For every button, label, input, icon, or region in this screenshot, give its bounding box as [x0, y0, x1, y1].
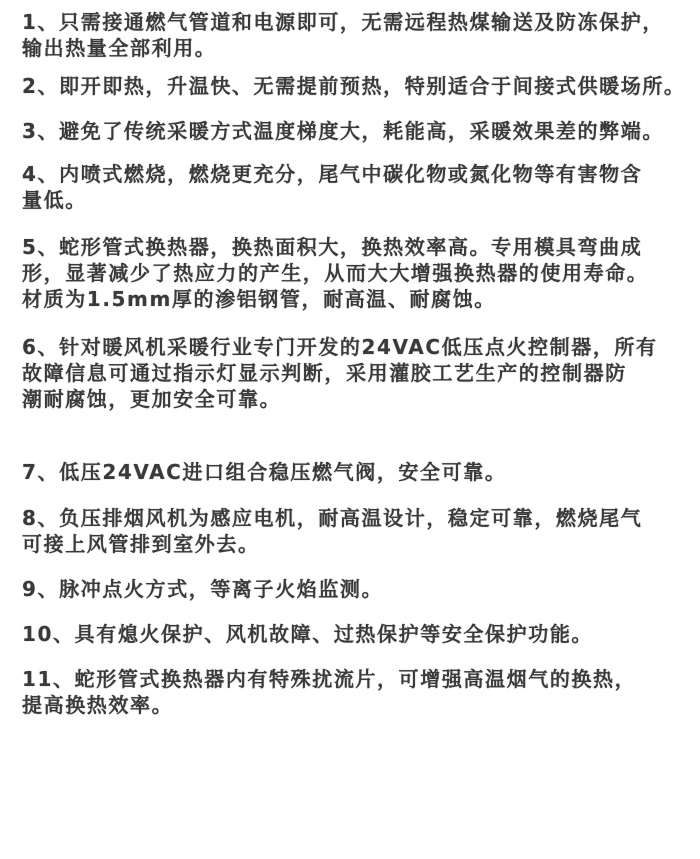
feature-line: 7、低压24VAC进口组合稳压燃气阀，安全可靠。 [22, 460, 507, 484]
feature-item-6 [22, 334, 694, 412]
feature-line: 6、针对暖风机采暖行业专门开发的24VAC低压点火控制器，所有 [22, 335, 658, 359]
feature-line: 5、蛇形管式换热器，换热面积大，换热效率高。专用模具弯曲成 [22, 235, 643, 259]
feature-line: 9、脉冲点火方式，等离子火焰监测。 [22, 577, 384, 601]
feature-line: 潮耐腐蚀，更加安全可靠。 [22, 387, 282, 411]
feature-item-7 [22, 459, 694, 485]
feature-line: 2、即开即热，升温快、无需提前预热，特别适合于间接式供暖场所。 [22, 74, 686, 98]
feature-line: 3、避免了传统采暖方式温度梯度大，耗能高，采暖效果差的弊端。 [22, 119, 664, 143]
feature-line: 10、具有熄火保护、风机故障、过热保护等安全保护功能。 [22, 622, 594, 646]
feature-line: 可接上风管排到室外去。 [22, 532, 260, 556]
feature-item-4 [22, 161, 694, 213]
feature-line: 量低。 [22, 188, 87, 212]
feature-item-5 [22, 234, 694, 312]
feature-item-9 [22, 576, 694, 602]
feature-item-10 [22, 621, 694, 647]
feature-line: 输出热量全部利用。 [22, 36, 217, 60]
feature-line: 1、只需接通燃气管道和电源即可，无需远程热煤输送及防冻保护， [22, 10, 664, 34]
feature-line: 故障信息可通过指示灯显示判断，采用灌胶工艺生产的控制器防 [22, 361, 627, 385]
feature-line: 形，显著减少了热应力的产生，从而大大增强换热器的使用寿命。 [22, 261, 649, 285]
feature-item-11 [22, 666, 694, 718]
feature-item-3 [22, 118, 694, 144]
feature-line: 4、内喷式燃烧，燃烧更充分，尾气中碳化物或氮化物等有害物含 [22, 162, 643, 186]
feature-line: 提高换热效率。 [22, 693, 174, 717]
feature-item-1 [22, 9, 694, 61]
feature-line: 材质为1.5mm厚的渗铝钢管，耐高温、耐腐蚀。 [22, 287, 496, 311]
feature-item-2 [22, 73, 694, 99]
feature-item-8 [22, 505, 694, 557]
feature-line: 8、负压排烟风机为感应电机，耐高温设计，稳定可靠，燃烧尾气 [22, 506, 643, 530]
feature-line: 11、蛇形管式换热器内有特殊扰流片，可增强高温烟气的换热， [22, 667, 637, 691]
